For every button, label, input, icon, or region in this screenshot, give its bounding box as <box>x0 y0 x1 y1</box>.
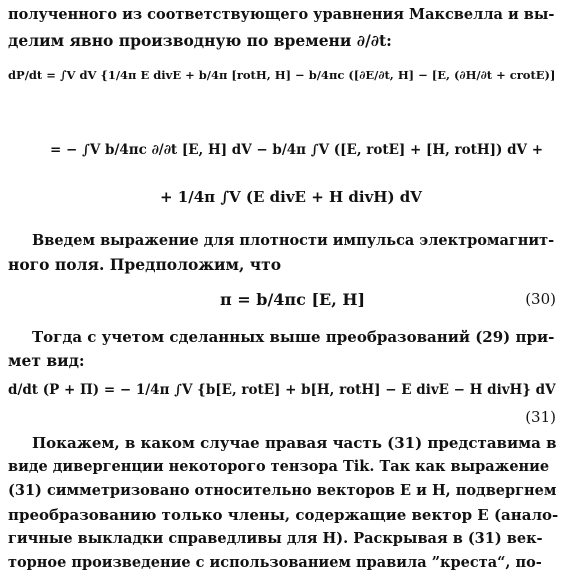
equation-31-number: (31) <box>525 408 556 426</box>
equation-30-number: (30) <box>525 290 556 308</box>
paragraph4-line2: виде дивергенции некоторого тензора Tik. Так как выражение <box>8 458 550 475</box>
equation-30: π = b/4πc [E, H] <box>220 290 366 309</box>
paragraph4-line6: торное произведение с использованием правила ”креста“, по- <box>8 554 542 571</box>
paragraph4-line1: Покажем, в каком случае правая часть (31) представима в <box>32 434 557 452</box>
paragraph4-line4: преобразованию только члены, содержащие вектор E (анало- <box>8 506 558 524</box>
equation-row-1: dP/dt = ∫V dV {1/4π E divE + b/4π [rotH, H] − b/4πc ([∂E/∂t, H] − [E, (∂H/∂t + crotE)] <box>8 68 556 82</box>
paragraph1-line1: полученного из соответствующего уравнения Максвелла и вы- <box>8 6 555 23</box>
paragraph3-line2: мет вид: <box>8 351 85 370</box>
paragraph3-line1: Тогда с учетом сделанных выше преобразований (29) при- <box>32 328 555 346</box>
paragraph2-line1: Введем выражение для плотности импульса электромагнит- <box>32 232 555 249</box>
equation-row-2: = − ∫V b/4πc ∂/∂t [E, H] dV − b/4π ∫V ([E, rotE] + [H, rotH]) dV + <box>50 142 544 158</box>
paragraph2-line2: ного поля. Предположим, что <box>8 255 282 274</box>
paragraph1-line2: делим явно производную по времени ∂/∂t: <box>8 31 392 50</box>
equation-row-3: + 1/4π ∫V (E divE + H divH) dV <box>160 188 422 206</box>
equation-31: d/dt (P + Π) = − 1/4π ∫V {b[E, rotE] + b[H, rotH] − E divE − H divH} dV <box>8 382 556 398</box>
paragraph4-line3: (31) симметризовано относительно векторов E и H, подвергнем <box>8 482 557 499</box>
paragraph4-line5: гичные выкладки справедливы для H). Раскрывая в (31) век- <box>8 530 543 547</box>
